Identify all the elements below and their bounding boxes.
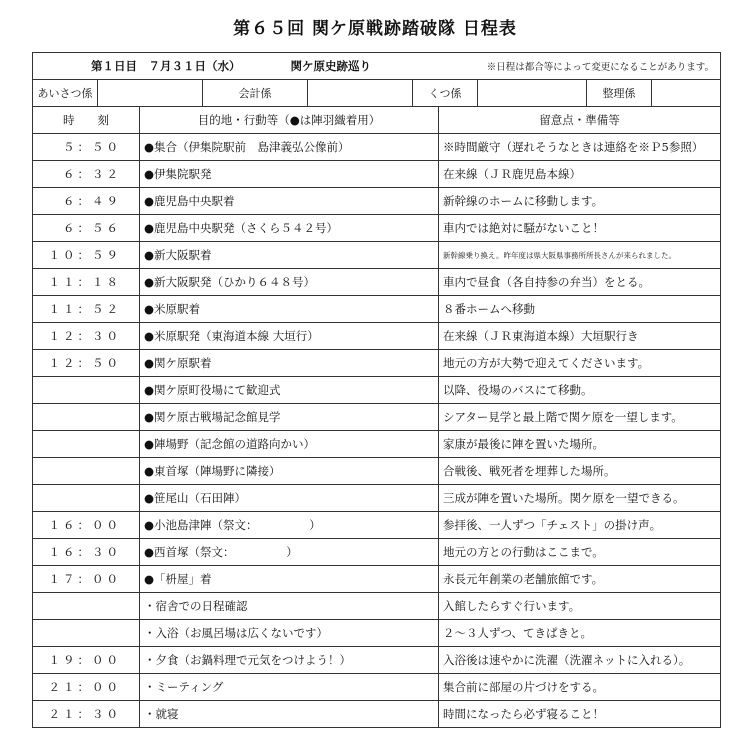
day-label: 第１日目 ７月３１日（水）	[91, 59, 241, 73]
row-note: シアター見学と最上階で関ケ原を一望します。	[439, 404, 721, 431]
schedule-row	[33, 161, 721, 188]
row-note: 以降、役場のバスにて移動。	[439, 377, 721, 404]
row-activity: ●陣場野（記念館の道路向かい）	[140, 431, 439, 458]
schedule-row	[33, 296, 721, 323]
schedule-row	[33, 539, 721, 566]
row-note: 参拝後、一人ずつ「チェスト」の掛け声。	[439, 512, 721, 539]
role-organizer-field[interactable]	[652, 80, 720, 106]
row-note: 集合前に部屋の片づけをする。	[439, 674, 721, 701]
row-activity: ・就寝	[140, 701, 439, 728]
schedule-row	[33, 566, 721, 593]
row-time: ５：５０	[33, 134, 140, 161]
schedule-row	[33, 350, 721, 377]
row-note: 地元の方との行動はここまで。	[439, 539, 721, 566]
schedule-row	[33, 377, 721, 404]
row-time: １７：００	[33, 566, 140, 593]
schedule-row	[33, 323, 721, 350]
row-time	[33, 620, 140, 647]
role-shoes-label: くつ係	[413, 80, 478, 106]
row-time: １６：００	[33, 512, 140, 539]
schedule-row	[33, 458, 721, 485]
roles-row	[33, 80, 721, 107]
page-title: 第６５回 関ケ原戦跡踏破隊 日程表	[233, 19, 517, 39]
row-time	[33, 377, 140, 404]
schedule-row	[33, 593, 721, 620]
row-note: 家康が最後に陣を置いた場所。	[439, 431, 721, 458]
row-note: 車内では絶対に騒がないこと！	[439, 215, 721, 242]
column-notes-header: 留意点・準備等	[439, 107, 721, 134]
row-note: 在来線（ＪＲ鹿児島本線）	[439, 161, 721, 188]
column-time-header: 時 刻	[33, 107, 140, 134]
row-activity: ●伊集院駅発	[140, 161, 439, 188]
row-time: ２１：３０	[33, 701, 140, 728]
column-activity-header: 目的地・行動等（●は陣羽織着用）	[140, 107, 439, 134]
row-time	[33, 404, 140, 431]
row-activity: ●小池島津陣（祭文： ）	[140, 512, 439, 539]
schedule-row	[33, 512, 721, 539]
row-activity: ●米原駅着	[140, 296, 439, 323]
row-time: １６：３０	[33, 539, 140, 566]
row-time: １２：５０	[33, 350, 140, 377]
row-activity: ●鹿児島中央駅着	[140, 188, 439, 215]
row-activity: ・夕食（お鍋料理で元気をつけよう！）	[140, 647, 439, 674]
row-time: ６：３２	[33, 161, 140, 188]
schedule-table	[32, 52, 721, 728]
schedule-row	[33, 485, 721, 512]
row-activity: ●関ケ原古戦場記念館見学	[140, 404, 439, 431]
row-time	[33, 593, 140, 620]
row-note: ２～３人ずつ、てきぱきと。	[439, 620, 721, 647]
row-time: １０：５９	[33, 242, 140, 269]
schedule-row	[33, 215, 721, 242]
row-note: 入浴後は速やかに洗濯（洗濯ネットに入れる）。	[439, 647, 721, 674]
column-header-row	[33, 107, 721, 134]
row-note: ※時間厳守（遅れそうなときは連絡を※Ｐ5参照）	[439, 134, 721, 161]
row-activity: ●東首塚（陣場野に隣接）	[140, 458, 439, 485]
row-activity: ●集合（伊集院駅前 島津義弘公像前）	[140, 134, 439, 161]
row-activity: ●新大阪駅発（ひかり６４８号）	[140, 269, 439, 296]
row-time	[33, 485, 140, 512]
role-organizer-label: 整理係	[587, 80, 652, 106]
schedule-row	[33, 431, 721, 458]
row-note: 入館したらすぐ行います。	[439, 593, 721, 620]
row-note: 永長元年創業の老舗旅館です。	[439, 566, 721, 593]
row-note: 在来線（ＪＲ東海道本線）大垣駅行き	[439, 323, 721, 350]
role-accounting-label: 会計係	[203, 80, 308, 106]
row-time: １２：３０	[33, 323, 140, 350]
row-activity: ●新大阪駅着	[140, 242, 439, 269]
schedule-row	[33, 674, 721, 701]
row-activity: ●鹿児島中央駅発（さくら５４２号）	[140, 215, 439, 242]
row-activity: ・ミーティング	[140, 674, 439, 701]
day-header-row	[33, 53, 721, 80]
role-greeting-field[interactable]	[98, 80, 203, 106]
row-activity: ・入浴（お風呂場は広くないです）	[140, 620, 439, 647]
row-note: 新幹線のホームに移動します。	[439, 188, 721, 215]
change-notice: ※日程は都合等によって変更になることがあります。	[486, 62, 714, 73]
row-note: 車内で昼食（各自持参の弁当）をとる。	[439, 269, 721, 296]
row-note: 新幹線乗り換え。昨年度は県大阪県事務所所長さんが来られました。	[439, 242, 721, 269]
row-activity: ・宿舎での日程確認	[140, 593, 439, 620]
schedule-row	[33, 701, 721, 728]
row-time: １９：００	[33, 647, 140, 674]
row-time: ２１：００	[33, 674, 140, 701]
row-activity: ●西首塚（祭文： ）	[140, 539, 439, 566]
schedule-row	[33, 134, 721, 161]
row-time: ６：４９	[33, 188, 140, 215]
row-time	[33, 431, 140, 458]
role-accounting-field[interactable]	[308, 80, 413, 106]
row-activity: ●米原駅発（東海道本線 大垣行）	[140, 323, 439, 350]
row-time: ６：５６	[33, 215, 140, 242]
schedule-row	[33, 242, 721, 269]
role-shoes-field[interactable]	[478, 80, 587, 106]
row-time: １１：１８	[33, 269, 140, 296]
row-time: １１：５２	[33, 296, 140, 323]
row-activity: ●「枡屋」着	[140, 566, 439, 593]
row-time	[33, 458, 140, 485]
row-note: 地元の方が大勢で迎えてくださいます。	[439, 350, 721, 377]
row-note: 時間になったら必ず寝ること！	[439, 701, 721, 728]
schedule-row	[33, 620, 721, 647]
role-greeting-label: あいさつ係	[33, 80, 98, 106]
row-activity: ●笹尾山（石田陣）	[140, 485, 439, 512]
day-subtitle: 関ケ原史跡巡り	[290, 59, 371, 73]
row-note: 合戦後、戦死者を埋葬した場所。	[439, 458, 721, 485]
row-activity: ●関ケ原駅着	[140, 350, 439, 377]
schedule-row	[33, 188, 721, 215]
schedule-row	[33, 404, 721, 431]
schedule-row	[33, 647, 721, 674]
schedule-row	[33, 269, 721, 296]
row-activity: ●関ケ原町役場にて歓迎式	[140, 377, 439, 404]
row-note: 三成が陣を置いた場所。関ケ原を一望できる。	[439, 485, 721, 512]
row-note: ８番ホームへ移動	[439, 296, 721, 323]
